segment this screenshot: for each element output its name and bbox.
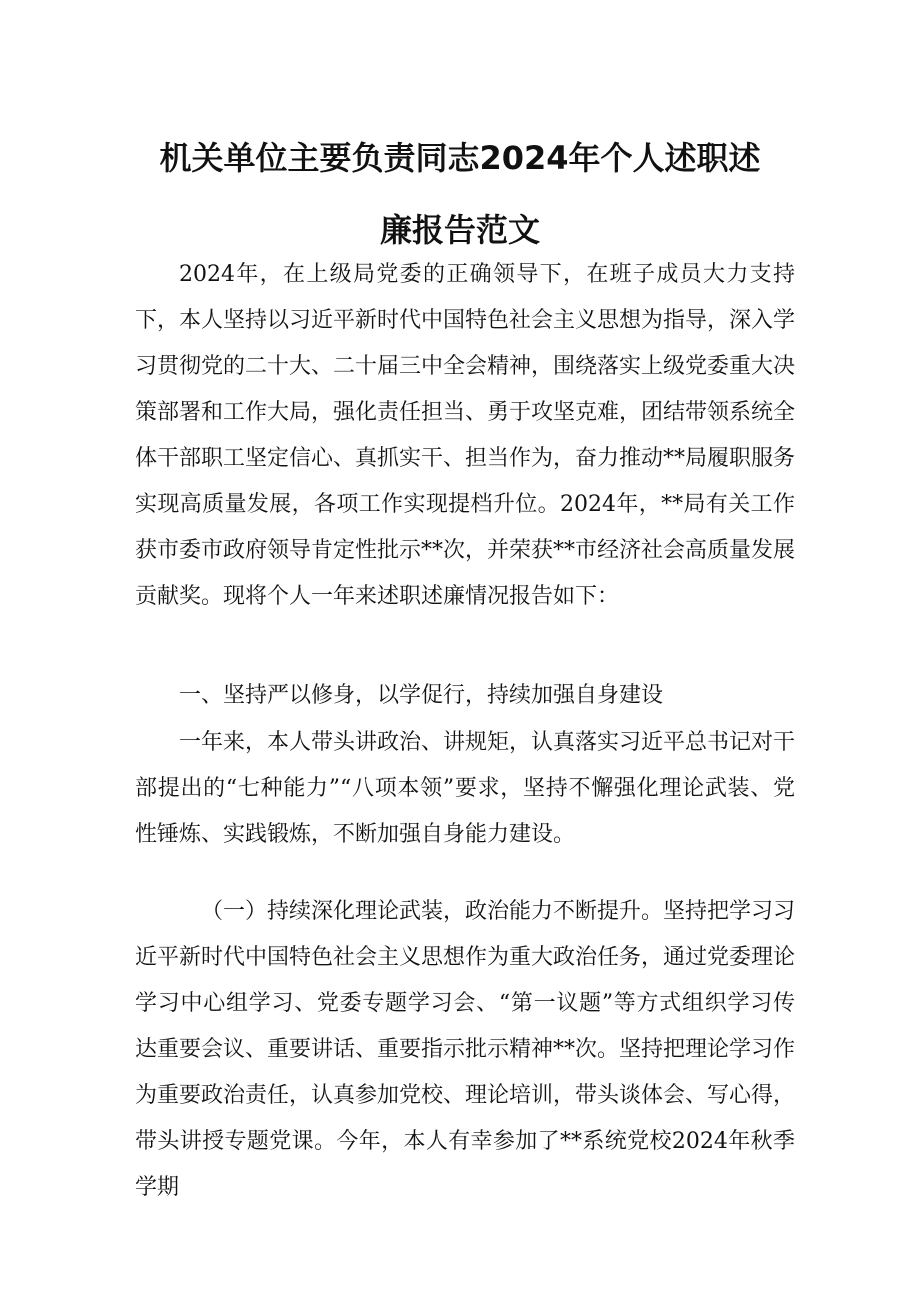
- document-title-line-1: 机关单位主要负责同志2024年个人述职述: [159, 139, 761, 177]
- intro-paragraph: 2024年，在上级局党委的正确领导下，在班子成员大力支持下，本人坚持以习近平新时代中国特色社会主义思想为指导，深入学习贯彻党的二十大、二十届三中全会精神，围绕落实上级党委重大决策部署和工作大局，强化责任担当、勇于攻坚克难，团结带领系统全体干部职工坚定信心、真抓实干、担当作为，奋力推动**局履职服务实现高质量发展，各项工作实现提档升位。2024年，**局有关工作获市委市政府领导肯定性批示**次，并荣获**市经济社会高质量发展贡献奖。现将个人一年来述职述廉情况报告如下：: [135, 262, 796, 609]
- subsection-1-paragraph: （一）持续深化理论武装，政治能力不断提升。坚持把学习习近平新时代中国特色社会主义思想作为重大政治任务，通过党委理论学习中心组学习、党委专题学习会、“第一议题”等方式组织学习传达重要会议、重要讲话、重要指示批示精神**次。坚持把理论学习作为重要政治责任，认真参加党校、理论培训，带头谈体会、写心得，带头讲授专题党课。今年，本人有幸参加了**系统党校2024年秋季学期: [135, 899, 796, 1200]
- document-title-line-2: 廉报告范文: [379, 211, 540, 249]
- section-heading-1: 一、坚持严以修身，以学促行，持续加强自身建设: [179, 683, 664, 708]
- section-1-paragraph: 一年来，本人带头讲政治、讲规矩，认真落实习近平总书记对干部提出的“七种能力”“八项本领”要求，坚持不懈强化理论武装、党性锤炼、实践锻炼，不断加强自身能力建设。: [135, 730, 796, 847]
